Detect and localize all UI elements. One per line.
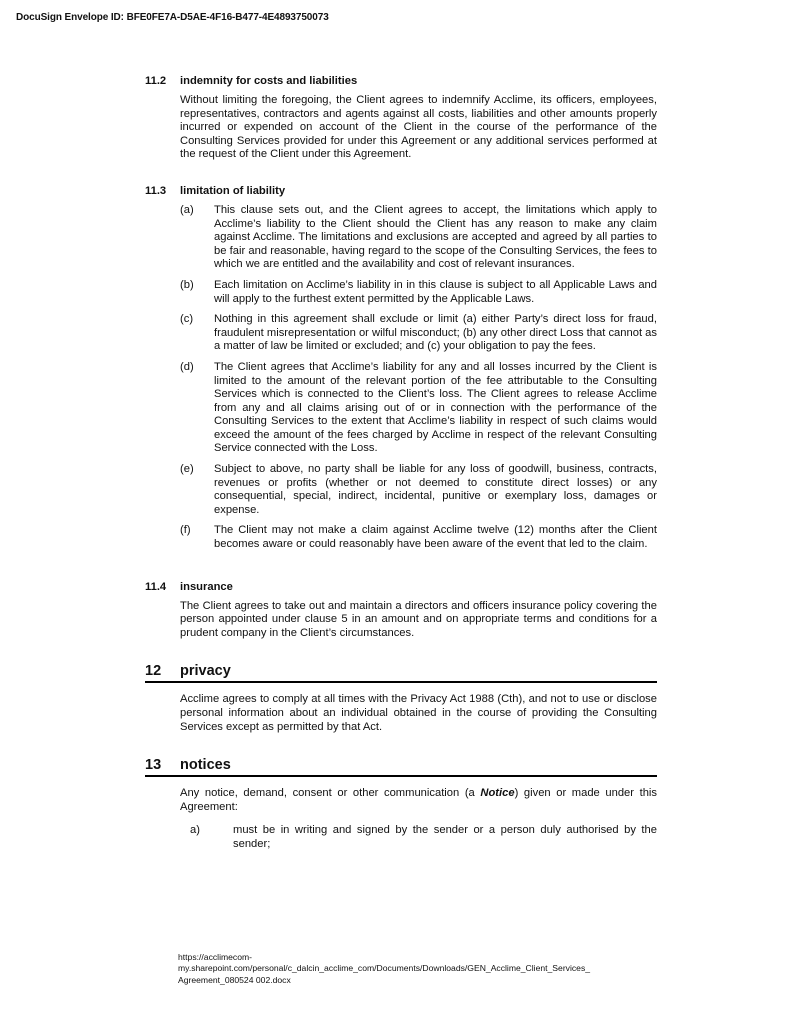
clause-11-2 xyxy=(145,74,657,162)
list-item xyxy=(180,361,657,456)
section-title: notices xyxy=(180,757,231,774)
intro-after: ) given or made under this Agreement: xyxy=(180,787,657,813)
section-12-heading xyxy=(145,662,657,683)
item-text: Subject to above, no party shall be liable for any loss of goodwill, business, contracts, revenues or profits (whether or not deemed to constitute direct losses) or any consequential, special, indirect, incidental, punitive or exemplary loss, damages or expense. xyxy=(214,463,657,516)
footer-file-path xyxy=(178,952,678,986)
clause-11-2-heading xyxy=(145,74,657,88)
clause-11-2-text: Without limiting the foregoing, the Client agrees to indemnify Acclime, its officers, employees, representatives, contractors and agents against all costs, liabilities and other amounts properly incurred or expended on account of the Client in the course of the performance of the Consulting Services provided for under this Agreement or any additional services performed at the request of the Client under this Agreement. xyxy=(180,94,657,161)
item-label: (a) xyxy=(180,203,194,216)
section-title: privacy xyxy=(180,663,231,680)
footer-line: https://acclimecom- xyxy=(178,952,253,962)
section-number: 13 xyxy=(145,757,162,774)
clause-title: insurance xyxy=(180,580,233,593)
list-item xyxy=(190,824,657,851)
clause-number: 11.4 xyxy=(145,580,167,593)
clause-11-4-heading xyxy=(145,580,657,594)
item-label: (d) xyxy=(180,360,194,373)
item-text: The Client agrees that Acclime’s liability for any and all losses incurred by the Client is limited to the amount of the relevant portion of the fee attributable to the Consulting Services which is connected to the Client’s loss. The Client agrees to release Acclime from any and all claims arising out of or in connection with the performance of the Consulting Services to the extent that Acclime’s liability in respect of such claims would exceed the amount of the fees charged by Acclime in respect of the relevant Consulting Service connected with the Loss. xyxy=(214,360,657,455)
section-13-items xyxy=(190,824,657,851)
clause-title: indemnity for costs and liabilities xyxy=(180,75,358,87)
item-label: (f) xyxy=(180,524,191,537)
docusign-envelope-id: DocuSign Envelope ID: BFE0FE7A-D5AE-4F16-B477-4E4893750073 xyxy=(16,12,329,23)
clause-number: 11.2 xyxy=(145,75,167,87)
section-13-intro xyxy=(180,787,657,814)
document-page xyxy=(145,74,657,859)
clause-11-3 xyxy=(145,184,657,552)
item-label: (b) xyxy=(180,278,194,291)
item-label: (c) xyxy=(180,313,194,326)
clause-number: 11.3 xyxy=(145,184,167,197)
list-item xyxy=(180,204,657,272)
item-label: (e) xyxy=(180,463,194,476)
list-item xyxy=(180,524,657,551)
section-number: 12 xyxy=(145,663,162,680)
clause-title: limitation of liability xyxy=(180,184,286,197)
item-text: This clause sets out, and the Client agrees to accept, the limitations which apply to Acclime’s liability to the Client should the Client has any reason to make any claim against Acclime. The limitations and exclusions are accepted and agreed by all parties to be fair and reasonable, having regard to the scope of the Consulting Services, the fees to which we are entitled and the availability and cost of relevant insurances. xyxy=(214,203,657,271)
item-text: Each limitation on Acclime’s liability in in this clause is subject to all Applicable Laws and will apply to the furthest extent permitted by the Applicable Laws. xyxy=(214,278,657,305)
section-13 xyxy=(145,756,657,851)
footer-line: my.sharepoint.com/personal/c_dalcin_acclime_com/Documents/Downloads/GEN_Acclime_Client_Services_ xyxy=(178,963,591,974)
clause-11-3-items xyxy=(180,204,657,552)
item-text: must be in writing and signed by the sender or a person duly authorised by the sender; xyxy=(233,824,657,850)
clause-11-4-text: The Client agrees to take out and maintain a directors and officers insurance policy covering the person appointed under clause 5 in an amount and on appropriate terms and conditions for a prudent company in the Client’s circumstances. xyxy=(180,599,657,639)
section-13-heading xyxy=(145,756,657,777)
item-text: The Client may not make a claim against Acclime twelve (12) months after the Client becomes aware or could reasonably have been aware of the event that led to the claim. xyxy=(214,524,657,551)
item-text: Nothing in this agreement shall exclude or limit (a) either Party’s direct loss for fraud, fraudulent misrepresentation or wilful misconduct; (b) any other direct Loss that cannot as a matter of law be limited or excluded; and (c) your obligation to pay the fees. xyxy=(214,313,657,353)
section-12-text: Acclime agrees to comply at all times with the Privacy Act 1988 (Cth), and not to use or disclose personal information about an individual obtained in the course of providing the Consulting Services except as permitted by that Act. xyxy=(180,693,657,733)
section-12 xyxy=(145,662,657,734)
list-item xyxy=(180,279,657,306)
intro-before: Any notice, demand, consent or other communication (a xyxy=(180,787,481,800)
item-label: a) xyxy=(190,824,200,837)
list-item xyxy=(180,313,657,354)
defined-term-notice: Notice xyxy=(480,787,515,800)
list-item xyxy=(180,463,657,517)
footer-line: Agreement_080524 002.docx xyxy=(178,974,291,985)
clause-11-3-heading xyxy=(145,184,657,198)
clause-11-4 xyxy=(145,580,657,641)
